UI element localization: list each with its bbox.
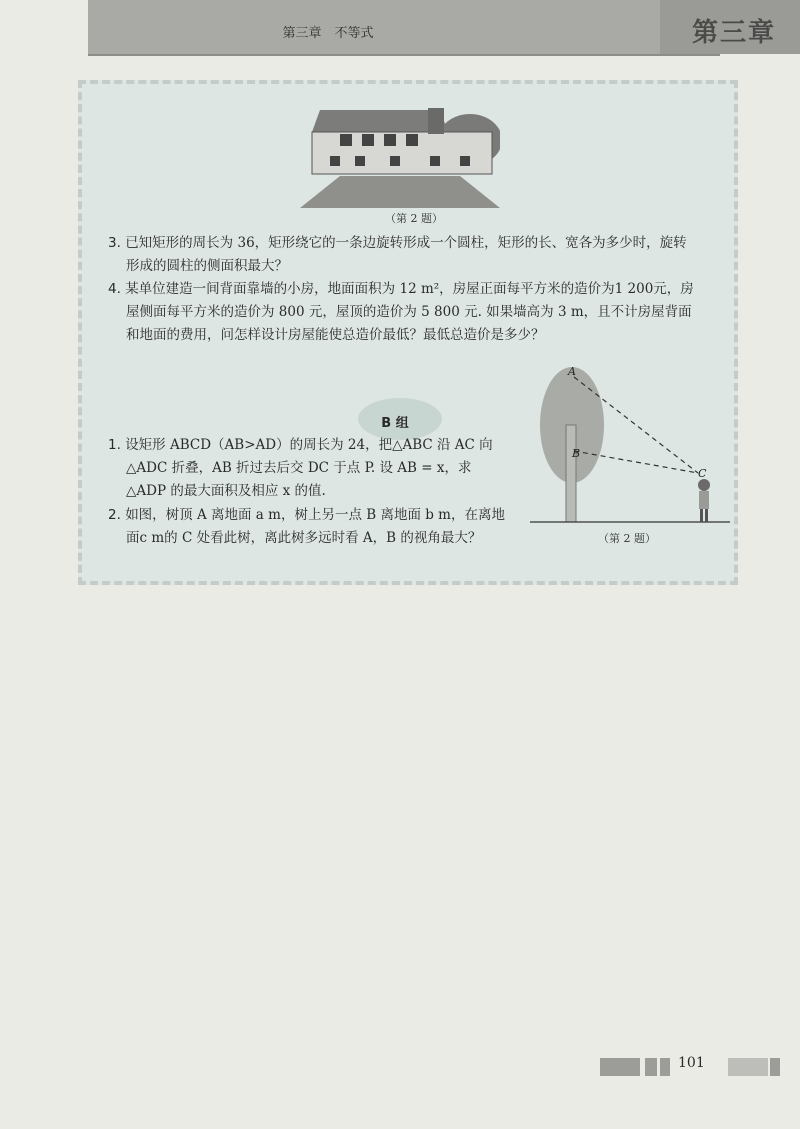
- page-bar-right: [728, 1058, 768, 1076]
- problem-a4: [108, 278, 718, 347]
- problem-b2-line2: 面c m的 C 处看此树，离此树多远时看 A，B 的视角最大？: [126, 530, 482, 546]
- problem-b1-line2: △ADC 折叠，AB 折过去后交 DC 于点 P. 设 AB = x，求: [126, 460, 472, 476]
- problem-a4-line2: 屋侧面每平方米的造价为 800 元，屋顶的造价为 5 800 元. 如果墙高为 3 m，且不计房屋背面: [126, 304, 692, 320]
- chapter-tab: [660, 0, 800, 54]
- problem-a3: [108, 232, 708, 278]
- problem-b1-line3: △ADP 的最大面积及相应 x 的值.: [126, 483, 326, 499]
- house-illustration: [300, 100, 500, 208]
- point-b-label: B: [572, 447, 581, 460]
- point-a-label: A: [568, 365, 576, 378]
- tree-illustration: [530, 365, 730, 530]
- problem-a3-line1: 已知矩形的周长为 36，矩形绕它的一条边旋转形成一个圆柱，矩形的长、宽各为多少时，旋转: [125, 235, 687, 251]
- problem-a3-number: 3.: [108, 235, 121, 251]
- problem-a3-line2: 形成的圆柱的侧面积最大？: [126, 258, 288, 274]
- problem-b2-line1: 如图，树顶 A 离地面 a m，树上另一点 B 离地面 b m，在离地: [125, 507, 505, 523]
- chapter-label: 第三章: [691, 18, 776, 48]
- chapter-header: [88, 0, 776, 56]
- page-bar-left2: [645, 1058, 657, 1076]
- problem-b2: [108, 504, 528, 550]
- problem-b1: [108, 434, 528, 503]
- running-title: 第三章 不等式: [282, 26, 374, 41]
- point-c-label: C: [698, 467, 707, 480]
- page-bar-right2: [770, 1058, 780, 1076]
- problem-a4-line3: 和地面的费用，问怎样设计房屋能使总造价最低？最低总造价是多少？: [126, 327, 545, 343]
- section-b-title: B 组: [381, 416, 409, 431]
- page-bar-left3: [660, 1058, 670, 1076]
- problem-a4-number: 4.: [108, 281, 121, 297]
- house-figure-caption: （第 2 题）: [385, 212, 443, 225]
- tree-figure-caption: （第 2 题）: [598, 532, 656, 545]
- page-bar-left: [600, 1058, 640, 1076]
- problem-b2-number: 2.: [108, 507, 121, 523]
- problem-a4-line1: 某单位建造一间背面靠墙的小房，地面面积为 12 m²，房屋正面每平方米的造价为1 200元，房: [125, 281, 694, 297]
- problem-b1-line1: 设矩形 ABCD（AB>AD）的周长为 24，把△ABC 沿 AC 向: [125, 437, 493, 453]
- problem-b1-number: 1.: [108, 437, 121, 453]
- page-number: 101: [678, 1055, 705, 1071]
